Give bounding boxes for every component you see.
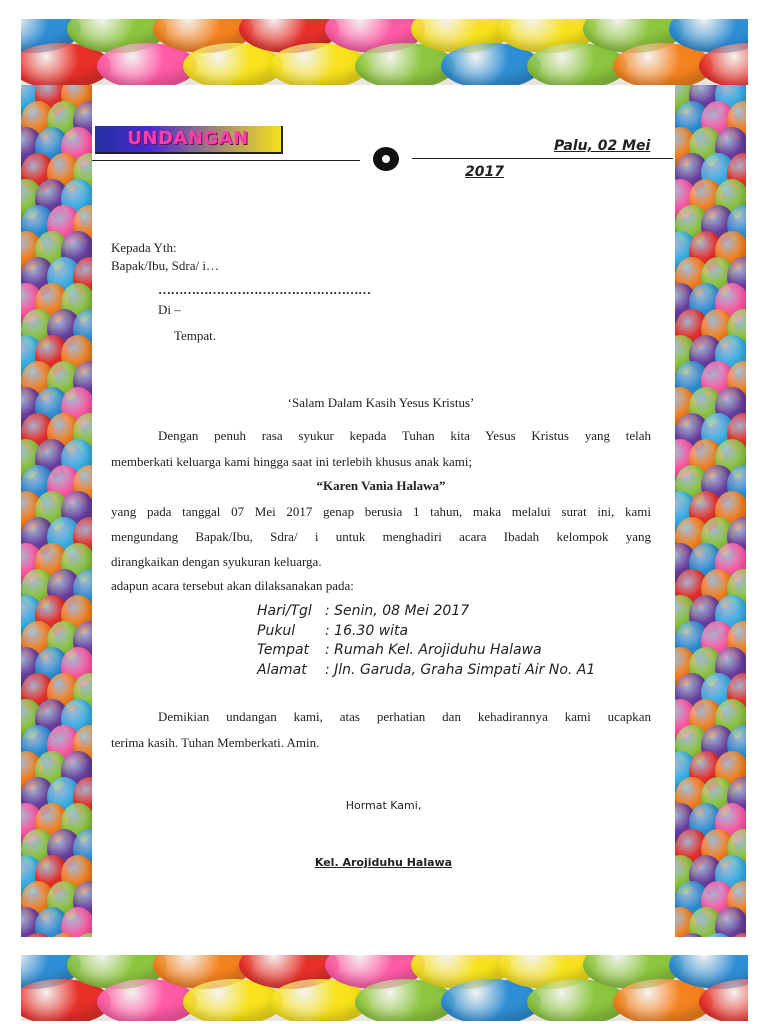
date-line-2: 2017 (465, 164, 504, 180)
detail-row-place (257, 641, 542, 660)
header-rule-left (92, 160, 360, 161)
balloon-border-bottom (21, 955, 748, 1021)
detail-value: : Jln. Garuda, Graha Simpati Air No. A1 (325, 662, 596, 678)
detail-label: Pukul (257, 623, 296, 639)
paragraph-2-line-3: dirangkaikan dengan syukuran keluarga. (111, 554, 322, 569)
detail-label: Hari/Tgl (257, 603, 312, 619)
balloon-border-left (21, 85, 92, 937)
date-line-1: Palu, 02 Mei (554, 138, 651, 154)
detail-row-day (257, 602, 469, 621)
detail-label: Alamat (257, 662, 307, 678)
detail-value: : Senin, 08 Mei 2017 (325, 603, 470, 619)
paragraph-1-line-2: memberkati keluarga kami hingga saat ini terlebih khusus anak kami; (111, 454, 473, 469)
paragraph-2-line-1: yang pada tanggal 07 Mei 2017 genap berusia 1 tahun, maka melalui surat ini, kami (111, 504, 651, 519)
ring-ornament (373, 147, 399, 171)
balloon-border-right (675, 85, 746, 937)
signature-greeting: Hormat Kami, (345, 799, 422, 812)
recipient-line: Bapak/Ibu, Sdra/ i… (111, 258, 219, 273)
paragraph-2-line-2: mengundang Bapak/Ibu, Sdra/ i untuk menghadiri acara Ibadah kelompok yang (111, 529, 651, 544)
title-banner (95, 126, 283, 154)
detail-value: : 16.30 wita (325, 623, 409, 639)
detail-row-address (257, 661, 595, 680)
closing-line-1: Demikian undangan kami, atas perhatian dan kehadirannya kami ucapkan (158, 709, 651, 724)
recipient-dots: …………………………………………… (158, 282, 371, 297)
greeting: ‘Salam Dalam Kasih Yesus Kristus’ (287, 395, 475, 410)
detail-row-time (257, 622, 408, 641)
recipient-di: Di – (158, 302, 181, 317)
title-text: UNDANGAN (127, 128, 249, 149)
detail-label: Tempat (257, 642, 310, 658)
signature-name: Kel. Arojiduhu Halawa (314, 856, 453, 869)
header-rule-right (412, 158, 673, 159)
recipient-label: Kepada Yth: (111, 240, 177, 255)
recipient-place: Tempat. (174, 328, 217, 343)
paragraph-3: adapun acara tersebut akan dilaksanakan pada: (111, 578, 354, 593)
child-name: “Karen Vania Halawa” (316, 478, 446, 493)
balloon-border-top (21, 19, 748, 85)
paragraph-1-line-1: Dengan penuh rasa syukur kepada Tuhan kita Yesus Kristus yang telah (158, 428, 651, 443)
detail-value: : Rumah Kel. Arojiduhu Halawa (325, 642, 542, 658)
closing-line-2: terima kasih. Tuhan Memberkati. Amin. (111, 735, 320, 750)
